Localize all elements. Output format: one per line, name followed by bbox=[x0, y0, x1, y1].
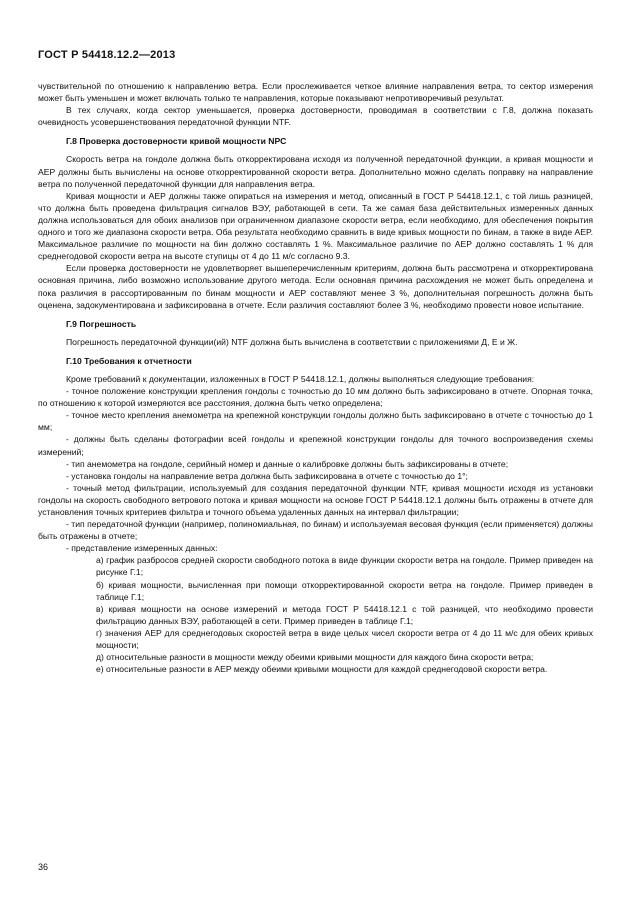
list-item: - установка гондолы на направление ветра должна быть зафиксирована в отчете с точностью до 1°; bbox=[66, 470, 468, 481]
section-heading: Г.10 Требования к отчетности bbox=[66, 355, 192, 366]
paragraph: Скорость ветра на гондоле должна быть откорректирована исходя из полученной передаточной функции, а кривая мощности и AEP должны быть вычислены на основе откорректированной скорости ветра. Дополнительно можно сделать поправку на направление ветра по полученной передаточной функции для направления ветра. bbox=[38, 154, 593, 189]
list-item: - точный метод фильтрации, используемый для создания передаточной функции NTF, кривая мощности исходя из установки гондолы на скорость свободного ветрового потока и кривая мощности на основе ГОСТ Р 54418.12.1 должны быть отражены в отчете для установления точных критериев фильтра и точного объема удаленных данных на интервал фильтрации; bbox=[38, 482, 593, 517]
document-body bbox=[38, 80, 593, 675]
paragraph: Погрешность передаточной функции(ий) NTF должна быть вычислена в соответствии с приложениями Д, Е и Ж. bbox=[66, 336, 518, 347]
list-item: - представление измеренных данных: bbox=[66, 543, 218, 554]
sub-list-item: д) относительные разности в мощности между обеими кривыми мощности для каждого бина скорости ветра; bbox=[96, 652, 534, 663]
sub-list-item: а) график разбросов средней скорости свободного потока в виде функции скорости ветра на гондоле. Пример приведен на рисунке Г.1; bbox=[96, 555, 593, 578]
sub-list-item: е) относительные разности в AEP между обеими кривыми мощности для каждой среднегодовой скорости ветра. bbox=[96, 664, 548, 675]
list-item: - точное место крепления анемометра на крепежной конструкции гондолы должно быть зафиксировано в отчете с точностью до 1 мм; bbox=[38, 410, 593, 433]
list-item: - тип передаточной функции (например, полиномиальная, по бинам) и используемая весовая функция (если применяется) должны быть отражены в отчете; bbox=[38, 519, 593, 542]
sub-list-item: г) значения AEP для среднегодовых скоростей ветра в виде целых чисел скорости ветра от 4 до 11 м/с для обеих кривых мощности; bbox=[96, 627, 593, 651]
list-item: - тип анемометра на гондоле, серийный номер и данные о калибровке должны быть зафиксированы в отчете; bbox=[66, 458, 509, 469]
paragraph: Если проверка достоверности не удовлетворяет вышеперечисленным критериям, должна быть рассмотрена и откорректирована основная причина, либо возможно использование другого метода. Если основная причина расхождения не может быть определена и пока различия в рассортированным по бинам мощности и AEP составляют менее 3 %, дополнительная погрешность должна быть оценена, задокументирована и зафиксирована в отчете. Если различия составляют более 3 %, необходимо провести новое испытание. bbox=[38, 263, 593, 310]
document-header: ГОСТ Р 54418.12.2—2013 bbox=[38, 49, 176, 61]
paragraph: Кривая мощности и AEP должны также опираться на измерения и метод, описанный в ГОСТ Р 54418.12.1, с той лишь разницей, что должна быть проведена фильтрация сигналов ВЭУ, работающей в сети. Та же самая база действительных измеренных данных должна использоваться для обоих анализов при ограниченном диапазоне скорости ветра, если необходимо, для обеспечения покрытия одного и того же диапазона скорости ветра. Оба результата необходимо сравнить в виде кривых мощности по бинам, а также в виде AEP. Максимальное различие по мощности на бин должно составлять 1 %. Максимальное различие по AEP должно составлять 1 % для среднегодовой скорости ветра на высоте ступицы от 4 до 11 м/с согласно 9.3. bbox=[38, 190, 593, 262]
section-heading: Г.8 Проверка достоверности кривой мощности NPC bbox=[66, 136, 287, 147]
list-item: - точное положение конструкции крепления гондолы с точностью до 10 мм должно быть зафиксировано в отчете. Опорная точка, по отношению к которой измеряются все расстояния, должна быть четко определена; bbox=[38, 386, 593, 409]
paragraph: В тех случаях, когда сектор уменьшается, проверка достоверности, проводимая в соответствии с Г.8, должна показать очевидность усовершенствования передаточной функции NTF. bbox=[38, 105, 593, 128]
list-item: - должны быть сделаны фотографии всей гондолы и крепежной конструкции гондолы для точного воспроизведения схемы измерений; bbox=[38, 434, 593, 457]
paragraph: Кроме требований к документации, изложенных в ГОСТ Р 54418.12.1, должны выполняться следующие требования: bbox=[66, 373, 535, 384]
section-heading: Г.9 Погрешность bbox=[66, 318, 137, 329]
sub-list-item: б) кривая мощности, вычисленная при помощи откорректированной скорости ветра на гондоле. Пример приведен в таблице Г.1; bbox=[96, 579, 593, 602]
sub-list-item: в) кривая мощности на основе измерений и метода ГОСТ Р 54418.12.1 с той разницей, что необходимо провести фильтрацию данных ВЭУ, работающей в сети. Пример приведен в таблице Г.1; bbox=[96, 603, 593, 626]
paragraph: чувствительной по отношению к направлению ветра. Если прослеживается четкое влияние направления ветра, то сектор измерения может быть уменьшен и может включать только те направления, которые показывают непротиворечивый результат. bbox=[38, 81, 593, 104]
page-number: 36 bbox=[38, 862, 49, 872]
